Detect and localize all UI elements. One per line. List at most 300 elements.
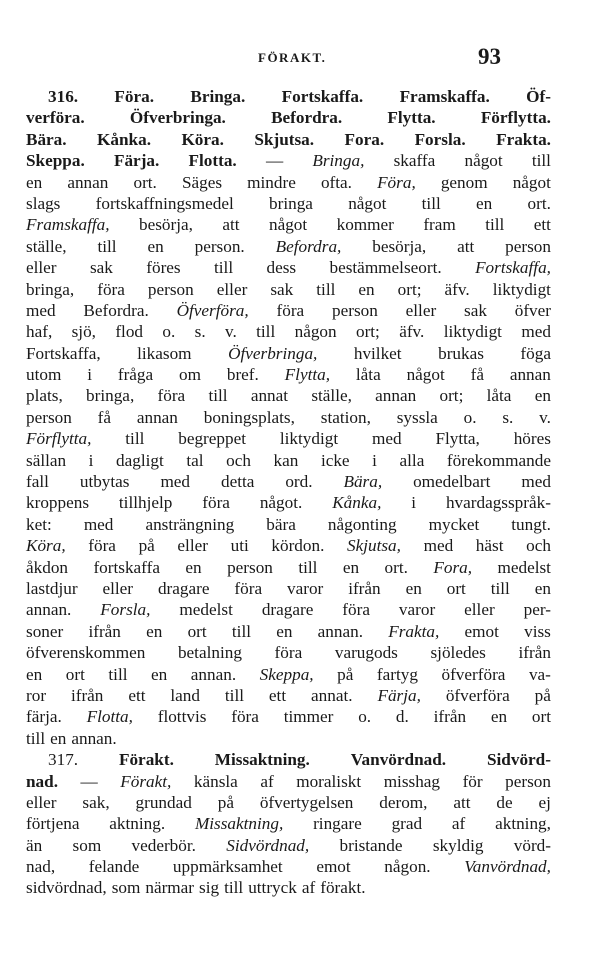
text-line [26, 129, 551, 150]
text-line [26, 535, 551, 556]
word: som [111, 878, 141, 898]
text-line [26, 835, 551, 856]
word: bestämmelseort. [329, 258, 442, 278]
word: än [26, 835, 43, 855]
word: dragare [261, 600, 314, 620]
word: i [372, 450, 377, 470]
word: någon. [384, 857, 431, 877]
word: till [298, 557, 318, 577]
word: något [268, 215, 308, 235]
word: Flytta, [435, 429, 480, 449]
word: ifrån [70, 685, 104, 705]
text-line [26, 279, 551, 300]
word: haf, [26, 322, 53, 342]
word: känsla [193, 771, 238, 791]
word: person [505, 771, 551, 791]
word: närmar [145, 878, 195, 898]
word: skaffa [393, 151, 436, 171]
word: till [490, 578, 510, 598]
word: på [534, 685, 551, 705]
word: ett [128, 685, 146, 705]
word: af [301, 878, 316, 898]
word: höres [513, 429, 551, 449]
word: soner [26, 621, 64, 641]
word: annat. [311, 685, 353, 705]
word: annan. [317, 621, 364, 641]
word: sak [89, 258, 113, 278]
word: öfverenskommen [26, 643, 146, 663]
word: en [276, 621, 293, 641]
word: moraliskt [296, 771, 362, 791]
word: på [337, 664, 354, 684]
word: en [342, 557, 360, 577]
word: derom, [379, 792, 428, 812]
text-line [26, 642, 551, 663]
headword: Fortskaffa. [281, 87, 364, 106]
italic-term: Vanvördnad, [464, 857, 551, 877]
word: föra [97, 279, 125, 299]
word: omedelbart [413, 472, 491, 492]
word: äfv. [399, 322, 425, 342]
word: en [147, 236, 164, 256]
word: o. [358, 707, 372, 727]
word: något [406, 365, 445, 385]
word: öfver [514, 300, 551, 320]
italic-term: Skjutsa, [347, 536, 401, 556]
italic-term: Frakta, [388, 621, 440, 641]
word: bära [266, 514, 296, 534]
headword: Missaktning. [214, 750, 310, 770]
headword: Bära. [26, 129, 67, 149]
word: kördon. [271, 536, 325, 556]
text-line [26, 385, 551, 406]
word: liktydigt [492, 279, 551, 299]
word: en [405, 578, 422, 598]
word: ort; [439, 386, 464, 406]
word: föra [231, 707, 259, 727]
word: öfverföra [441, 664, 506, 684]
text-line [26, 321, 551, 342]
italic-term: Fortskaffa, [475, 258, 551, 278]
word: en [534, 578, 551, 598]
text-line [26, 813, 551, 834]
word: om [179, 365, 201, 385]
word: föres [146, 258, 181, 278]
word: till [485, 215, 505, 235]
word: att [222, 215, 240, 235]
word: hvilket [353, 343, 402, 363]
word: föra [276, 300, 305, 320]
word: begreppet [178, 429, 246, 449]
text-line [26, 407, 551, 428]
headword: Forsla. [414, 129, 466, 149]
word: föra [234, 578, 263, 598]
word: nad, [26, 857, 56, 877]
headword: Kånka. [97, 129, 151, 149]
word: eller [405, 300, 437, 320]
word: öfvertygelsen [259, 792, 354, 812]
word: sak [464, 300, 487, 320]
text-line [26, 428, 551, 449]
text-line [26, 685, 551, 706]
word: annat [250, 386, 289, 406]
word: till [208, 386, 228, 406]
page-header [0, 44, 608, 74]
word: eller [26, 792, 57, 812]
word: grundad [135, 792, 192, 812]
word: — [80, 771, 98, 791]
word: skyldig [432, 835, 484, 855]
headword: Fora. [344, 129, 385, 149]
word: ord. [285, 472, 313, 492]
word: person [227, 557, 273, 577]
word: öfverföra [445, 685, 510, 705]
word: sak, [82, 792, 110, 812]
word: lastdjur [26, 578, 78, 598]
word: med [160, 472, 191, 492]
word: betalning [177, 643, 242, 663]
text-line [26, 749, 551, 770]
word: dragare [157, 578, 210, 598]
word: uttryck [248, 878, 297, 898]
word: någonting [327, 514, 397, 534]
word: liktydigt [443, 322, 502, 342]
word: ej [538, 792, 551, 812]
word: flottvis [157, 707, 207, 727]
headword: verföra. [26, 108, 85, 128]
word: en [26, 172, 43, 192]
word: uti [230, 536, 249, 556]
word: föra [274, 643, 303, 663]
word: mindre [247, 172, 296, 192]
word: till [97, 236, 117, 256]
word: en [358, 279, 375, 299]
word: ort [446, 578, 466, 598]
word: och [526, 536, 551, 556]
word: något. [259, 493, 303, 513]
word: uppmärksamhet [172, 857, 283, 877]
word: som [72, 835, 102, 855]
word: d. [395, 707, 409, 727]
word: till [224, 685, 245, 705]
word: ett [268, 685, 287, 705]
body-text [26, 86, 551, 899]
italic-term: Bära, [343, 472, 383, 492]
word: fall [26, 472, 49, 492]
word: sidvördnad, [26, 878, 107, 898]
word: annan [136, 407, 178, 427]
word: till [214, 258, 234, 278]
word: sak [270, 279, 294, 299]
italic-term: Befordra, [275, 236, 342, 256]
text-line [26, 214, 551, 235]
page-number: 93 [478, 44, 501, 69]
word: äfv. [444, 279, 470, 299]
word: fartyg [376, 664, 418, 684]
word: af [260, 771, 274, 791]
word: ort [187, 621, 207, 641]
word: i [411, 493, 417, 513]
word: föra [202, 493, 230, 513]
text-line [26, 728, 551, 749]
word: kroppens [26, 493, 90, 513]
word: boningsplats, [203, 407, 295, 427]
italic-term: Forsla, [100, 600, 151, 620]
word: kan [273, 450, 299, 470]
word: bringa, [26, 279, 75, 299]
headword: nad. [26, 771, 59, 791]
italic-term: Förflytta, [26, 429, 92, 449]
headword: Förakt. [118, 750, 174, 770]
word: ror [26, 685, 47, 705]
text-line [26, 514, 551, 535]
text-line [26, 236, 551, 257]
word: annan [375, 386, 417, 406]
word: ifrån [433, 707, 467, 727]
word: ofta. [320, 172, 352, 192]
word: sällan [26, 450, 67, 470]
text-line [26, 557, 551, 578]
word: på [217, 792, 234, 812]
word: vederbör. [131, 835, 196, 855]
word: bref. [226, 365, 259, 385]
word: ort. [133, 172, 157, 192]
word: i [87, 365, 92, 385]
word: färja. [26, 707, 62, 727]
word: bringa, [86, 386, 135, 406]
word: med [521, 322, 551, 342]
word: medelst [179, 600, 233, 620]
word: tal [186, 450, 204, 470]
word: plats, [26, 386, 63, 406]
word: något [464, 151, 503, 171]
word: utbytas [79, 472, 130, 492]
word: eller [464, 600, 495, 620]
italic-term: Flotta, [86, 707, 133, 727]
word: Säges [181, 172, 223, 192]
word: de [496, 792, 513, 812]
italic-term: Missaktning, [194, 814, 284, 834]
word: likasom [137, 343, 192, 363]
word: till [108, 664, 128, 684]
word: en [26, 664, 43, 684]
word: brukas [438, 343, 484, 363]
word: ett [533, 215, 551, 235]
word: fråga [117, 365, 154, 385]
word: häst [475, 536, 504, 556]
text-line [26, 792, 551, 813]
word: v. [224, 322, 237, 342]
word: föra [342, 600, 370, 620]
word: att [453, 792, 471, 812]
text-line [26, 621, 551, 642]
word: eller [177, 536, 208, 556]
word: person [505, 236, 551, 256]
word: misshag [383, 771, 441, 791]
word: medelst [497, 557, 551, 577]
word: besörja, [372, 236, 427, 256]
word: låta [486, 386, 512, 406]
italic-term: Bringa, [312, 151, 365, 171]
word: i [88, 450, 94, 470]
text-line [26, 107, 551, 128]
word: någon [294, 322, 337, 342]
word: s. [502, 407, 514, 427]
word: bristande [339, 835, 403, 855]
text-line [26, 471, 551, 492]
italic-term: Föra, [377, 172, 416, 192]
word: med [521, 472, 551, 492]
headword: Öfverbringa. [129, 108, 226, 128]
word: annan. [26, 600, 72, 620]
word: aktning. [109, 814, 166, 834]
word: ket: [26, 514, 52, 534]
headword: Befordra. [271, 108, 343, 128]
word: en [534, 386, 551, 406]
word: emot [464, 621, 499, 641]
running-title: FÖRAKT. [258, 50, 327, 65]
word: 317. [48, 750, 79, 770]
word: felande [88, 857, 140, 877]
headword: Frakta. [496, 129, 551, 149]
word: föra [88, 536, 116, 556]
word: en [476, 193, 493, 213]
word: på [138, 536, 155, 556]
word: bringa [269, 193, 313, 213]
word: annan. [71, 728, 117, 748]
word: Fortskaffa, [26, 343, 101, 363]
text-line [26, 578, 551, 599]
italic-term: Öfverföra, [176, 300, 249, 320]
word: syssla [396, 407, 438, 427]
word: besörja, [138, 215, 193, 235]
word: o. [463, 407, 477, 427]
word: med [26, 300, 56, 320]
word: ifrån [88, 621, 121, 641]
headword: Vanvördnad. [350, 750, 447, 770]
word: kommer [336, 215, 394, 235]
word: ställe, [311, 386, 352, 406]
word: ringare [313, 814, 362, 834]
word: annan. [190, 664, 237, 684]
italic-term: Köra, [26, 536, 66, 556]
word: tillhjelp [118, 493, 173, 513]
word: alla [399, 450, 425, 470]
text-line [26, 150, 551, 171]
word: per- [523, 600, 551, 620]
word: eller [102, 578, 134, 598]
word: förtjena [26, 814, 80, 834]
headword: Flotta. [188, 151, 237, 171]
word: ort; [397, 279, 422, 299]
headword: Flytta. [387, 108, 436, 128]
italic-term: Öfverbringa, [228, 343, 318, 363]
text-line [26, 364, 551, 385]
text-line [26, 492, 551, 513]
word: va- [528, 664, 551, 684]
word: varor [287, 578, 324, 598]
word: Befordra. [83, 300, 149, 320]
word: fram [423, 215, 456, 235]
word: till [125, 429, 145, 449]
italic-term: Sidvördnad, [226, 835, 310, 855]
word: föga [520, 343, 551, 363]
word: flod [115, 322, 144, 342]
word: låta [355, 365, 381, 385]
word: person [147, 279, 194, 299]
word: af [451, 814, 466, 834]
italic-term: Färja, [377, 685, 421, 705]
word: grad [391, 814, 423, 834]
word: ort. [384, 557, 408, 577]
italic-term: Skeppa, [259, 664, 314, 684]
word: få [97, 407, 112, 427]
word: person [26, 407, 72, 427]
word: icke [320, 450, 350, 470]
italic-term: Fora, [433, 557, 473, 577]
text-line [26, 343, 551, 364]
headword: Färja. [113, 151, 160, 171]
word: person [332, 300, 378, 320]
text-line [26, 856, 551, 877]
word: eller [216, 279, 248, 299]
word: en [185, 557, 202, 577]
word: ställe, [26, 236, 67, 256]
italic-term: Framskaffa, [26, 215, 110, 235]
word: till [256, 322, 276, 342]
word: tungt. [511, 514, 551, 534]
word: sjöledes [430, 643, 486, 663]
word: person. [194, 236, 245, 256]
word: en [490, 707, 508, 727]
text-line [26, 257, 551, 278]
word: sjö, [71, 322, 96, 342]
word: något [512, 172, 551, 192]
word: till [26, 728, 46, 748]
italic-term: Flytta, [284, 365, 331, 385]
word: dagligt [116, 450, 164, 470]
word: till [316, 279, 336, 299]
word: en [146, 621, 163, 641]
headword: Förflytta. [480, 108, 551, 128]
headword: 316. [48, 87, 79, 106]
word: viss [524, 621, 551, 641]
word: utom [26, 365, 62, 385]
word: annan [509, 365, 551, 385]
word: ort [65, 664, 85, 684]
headword: Bringa. [190, 87, 246, 106]
word: förakt. [320, 878, 366, 898]
word: till [421, 193, 441, 213]
word: s. [194, 322, 206, 342]
word: vörd- [513, 835, 551, 855]
word: eller [26, 258, 57, 278]
word: förekommande [446, 450, 551, 470]
word: detta [220, 472, 255, 492]
word: — [265, 151, 284, 171]
word: varugods [334, 643, 398, 663]
word: åkdon [26, 557, 69, 577]
text-line [26, 193, 551, 214]
word: dess [266, 258, 297, 278]
word: ort. [527, 193, 551, 213]
word: för [462, 771, 483, 791]
text-line [26, 450, 551, 471]
word: liktydigt [279, 429, 339, 449]
word: hvardagsspråk- [445, 493, 551, 513]
word: att [457, 236, 475, 256]
headword: Föra. [114, 87, 155, 106]
